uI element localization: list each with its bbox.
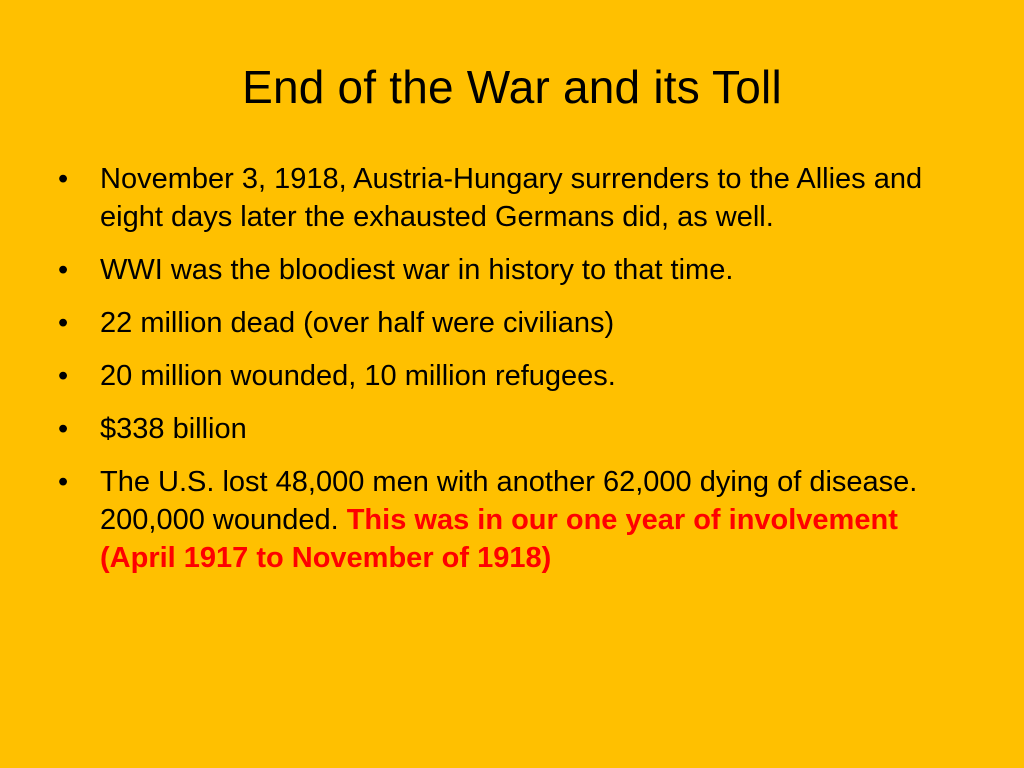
- bullet-text: [100, 466, 917, 574]
- bullet-marker: •: [58, 307, 69, 339]
- bullet-text: WWI was the bloodiest war in history to that time.: [100, 254, 734, 286]
- bullet-list: [58, 160, 958, 592]
- bullet-item-surrender: [58, 160, 958, 236]
- bullet-item-dead: [58, 304, 958, 342]
- bullet-text: 20 million wounded, 10 million refugees.: [100, 360, 616, 392]
- bullet-text: November 3, 1918, Austria-Hungary surrenders to the Allies and eight days later the exhausted Germans did, as well.: [100, 163, 923, 233]
- bullet-marker: •: [58, 360, 69, 392]
- bullet-item-us-losses: [58, 463, 958, 577]
- bullet-item-cost: [58, 410, 958, 448]
- bullet-text-emphasis: This was in our one year of involvement (April 1917 to November of 1918): [100, 504, 898, 574]
- bullet-marker: •: [58, 413, 69, 445]
- bullet-item-wounded: [58, 357, 958, 395]
- bullet-text-plain: The U.S. lost 48,000 men with another 62,000 dying of disease. 200,000 wounded.: [100, 466, 918, 536]
- bullet-marker: •: [58, 254, 69, 286]
- bullet-marker: •: [58, 163, 69, 195]
- bullet-item-bloodiest: [58, 251, 958, 289]
- bullet-marker: •: [58, 466, 69, 498]
- bullet-text: 22 million dead (over half were civilians): [100, 307, 615, 339]
- slide-title: End of the War and its Toll: [242, 61, 782, 113]
- bullet-text: $338 billion: [100, 413, 247, 445]
